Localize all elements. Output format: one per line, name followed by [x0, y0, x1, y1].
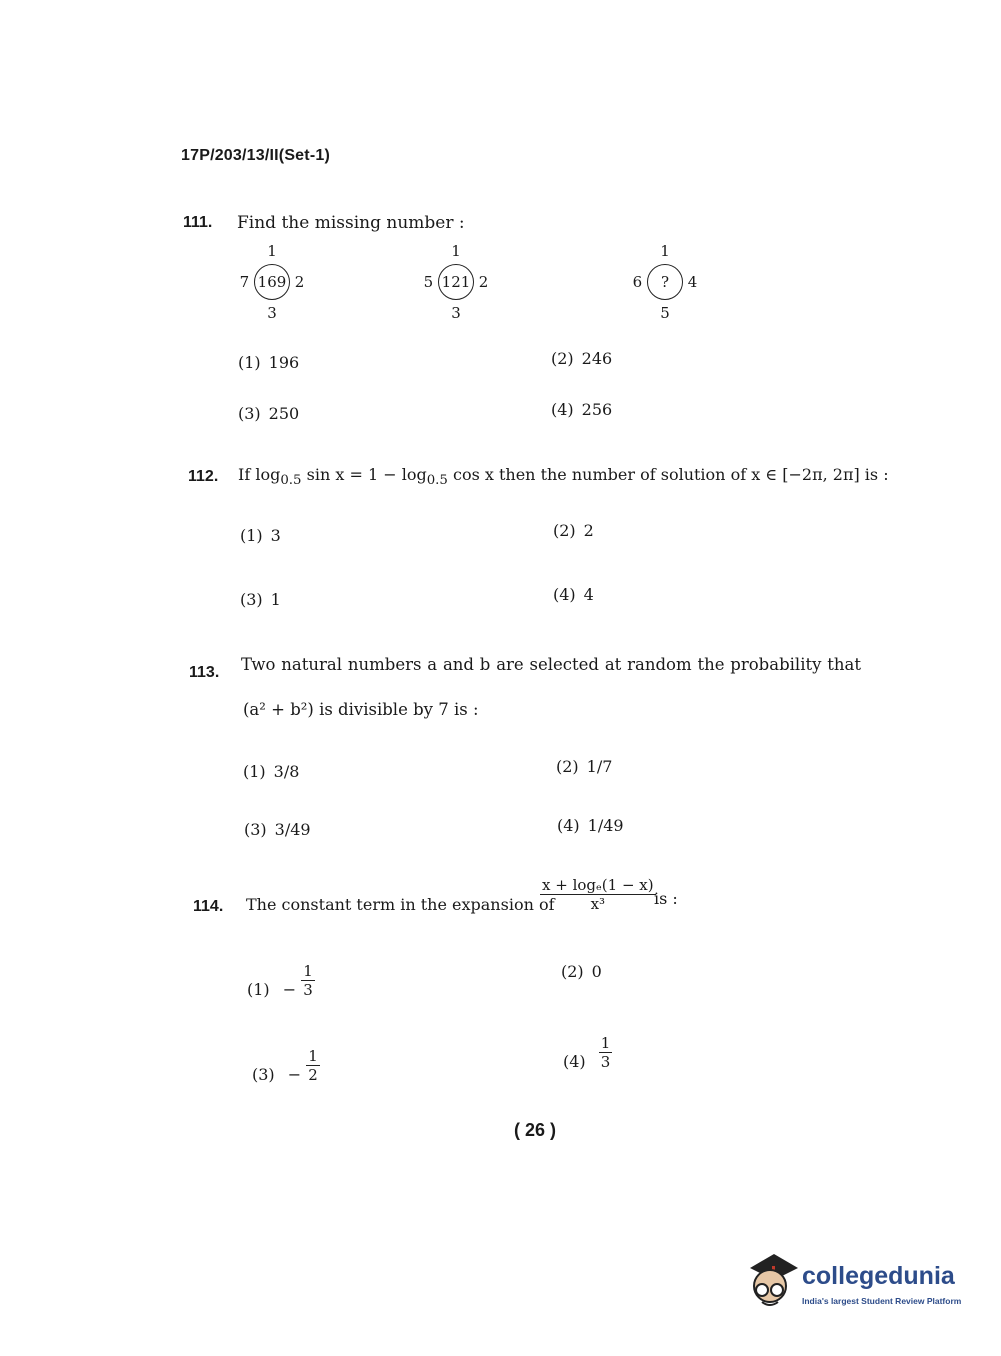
option-label: (1): [247, 980, 270, 999]
puzzle-right: 4: [687, 273, 698, 291]
question-112-text: [238, 465, 889, 488]
puzzle-top: 1: [267, 242, 277, 260]
option-value: 4: [583, 585, 594, 604]
option-value: 1/49: [587, 816, 624, 835]
option-label: (4): [551, 400, 574, 419]
q113-option-1[interactable]: [243, 762, 299, 781]
puzzle-1: [232, 242, 312, 322]
option-label: (4): [563, 1052, 586, 1071]
option-denominator: 3: [600, 1053, 611, 1071]
q112-option-1[interactable]: [240, 526, 281, 545]
q113-option-2[interactable]: [556, 757, 612, 776]
option-value: 196: [268, 353, 300, 372]
option-value: 1/7: [586, 757, 613, 776]
puzzle-bottom: 3: [451, 304, 461, 322]
collegedunia-logo[interactable]: [742, 1248, 972, 1318]
question-113-line1: Two natural numbers a and b are selected at random the probability that: [241, 655, 861, 674]
q114-option-1[interactable]: [247, 962, 315, 999]
puzzle-bottom: 5: [660, 304, 670, 322]
paper-code: 17P/203/13/II(Set-1): [181, 147, 330, 164]
option-fraction: [599, 1034, 613, 1071]
fraction-numerator: x + logₑ(1 − x): [542, 876, 654, 894]
option-label: (4): [553, 585, 576, 604]
q111-option-1[interactable]: [238, 353, 299, 372]
option-value: 3: [270, 526, 281, 545]
question-112-number: 112.: [188, 468, 219, 485]
q112-if: If log: [238, 465, 281, 484]
puzzle-right: 2: [478, 273, 489, 291]
option-label: (1): [240, 526, 263, 545]
log-base: 0.5: [280, 473, 302, 489]
option-numerator: 1: [600, 1034, 611, 1052]
option-sign: −: [282, 980, 297, 999]
option-label: (3): [244, 820, 267, 839]
puzzle-top: 1: [451, 242, 461, 260]
question-114-suffix: is :: [654, 889, 678, 908]
q112-option-4[interactable]: [553, 585, 594, 604]
q114-option-3[interactable]: [252, 1047, 320, 1084]
question-114-text: The constant term in the expansion of: [246, 895, 555, 914]
option-label: (1): [238, 353, 261, 372]
option-fraction: [306, 1047, 320, 1084]
puzzle-top: 1: [660, 242, 670, 260]
option-value: 256: [581, 400, 613, 419]
puzzle-left: 6: [632, 273, 643, 291]
option-label: (2): [551, 349, 574, 368]
q112-option-2[interactable]: [553, 521, 594, 540]
logo-brand: collegedunia: [802, 1262, 955, 1290]
puzzle-2: [416, 242, 496, 322]
q114-option-4[interactable]: [563, 1034, 612, 1071]
q112-option-3[interactable]: [240, 590, 281, 609]
page-number: ( 26 ): [514, 1120, 557, 1140]
puzzle-right: 2: [294, 273, 305, 291]
option-denominator: 2: [308, 1066, 318, 1084]
q112-mid1: sin x = 1 − log: [301, 465, 427, 484]
question-114-number: 114.: [193, 898, 224, 915]
option-denominator: 3: [303, 981, 313, 999]
mascot-icon: [742, 1250, 800, 1314]
option-numerator: 1: [308, 1047, 318, 1065]
option-label: (4): [557, 816, 580, 835]
q113-option-4[interactable]: [557, 816, 624, 835]
option-label: (2): [556, 757, 579, 776]
option-value: 0: [591, 962, 602, 981]
q111-option-2[interactable]: [551, 349, 612, 368]
option-label: (3): [240, 590, 263, 609]
log-base: 0.5: [426, 473, 448, 489]
q112-mid2: cos x then the number of solution of x ∈ [−2π, 2π] is :: [447, 465, 889, 484]
puzzle-center: 169: [254, 264, 290, 300]
option-label: (1): [243, 762, 266, 781]
fraction-denominator: x³: [590, 895, 606, 913]
q113-option-3[interactable]: [244, 820, 311, 839]
puzzle-left: 7: [239, 273, 250, 291]
option-fraction: [301, 962, 315, 999]
puzzle-center: ?: [647, 264, 683, 300]
option-value: 1: [270, 590, 281, 609]
option-numerator: 1: [303, 962, 313, 980]
option-label: (2): [561, 962, 584, 981]
option-sign: −: [287, 1065, 302, 1084]
puzzle-left: 5: [423, 273, 434, 291]
question-113-number: 113.: [189, 664, 220, 681]
option-value: 3/49: [274, 820, 311, 839]
option-label: (3): [238, 404, 261, 423]
puzzle-3: [625, 242, 705, 322]
option-value: 2: [583, 521, 594, 540]
question-111-number: 111.: [183, 214, 213, 231]
puzzle-center: 121: [438, 264, 474, 300]
option-label: (2): [553, 521, 576, 540]
question-111-text: Find the missing number :: [237, 213, 465, 233]
q111-option-3[interactable]: [238, 404, 299, 423]
option-value: 3/8: [273, 762, 300, 781]
option-value: 250: [268, 404, 300, 423]
expansion-fraction: [540, 876, 656, 913]
option-label: (3): [252, 1065, 275, 1084]
puzzle-bottom: 3: [267, 304, 277, 322]
logo-tagline: India's largest Student Review Platform: [802, 1296, 962, 1306]
option-value: 246: [581, 349, 613, 368]
question-113-line2: (a² + b²) is divisible by 7 is :: [243, 700, 479, 719]
q114-option-2[interactable]: [561, 962, 602, 981]
q111-option-4[interactable]: [551, 400, 612, 419]
